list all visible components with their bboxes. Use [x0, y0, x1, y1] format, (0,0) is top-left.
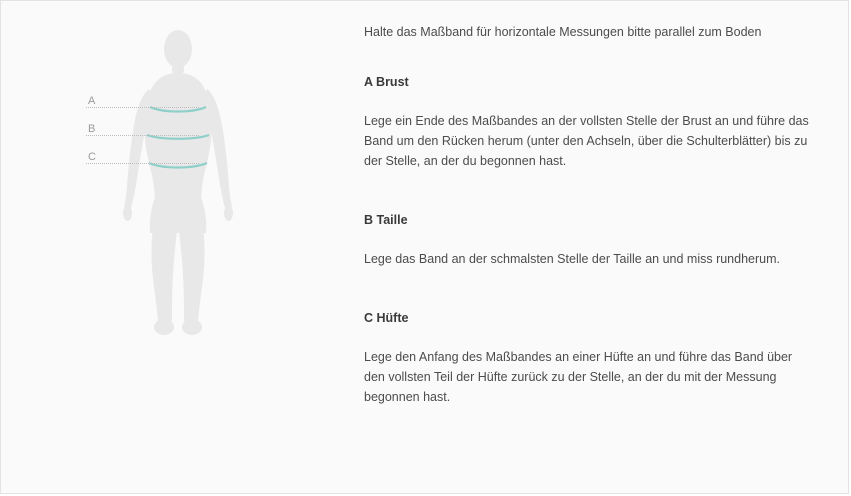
section-hip — [364, 311, 818, 407]
female-body-silhouette-icon — [83, 29, 313, 339]
section-bust — [364, 75, 818, 171]
section-hip-heading: C Hüfte — [364, 311, 409, 325]
measurement-figure — [83, 29, 313, 339]
dotted-guide-c — [86, 163, 199, 164]
section-bust-body: Lege ein Ende des Maßbandes an der vollsten Stelle der Brust an und führe das Band um den Rücken herum (unter den Achseln, über die Schulterblätter) bis zu der Stelle, an der du begonnen hast. — [364, 114, 809, 168]
marker-b-label: B — [88, 123, 96, 135]
section-waist-body: Lege das Band an der schmalsten Stelle der Taille an und miss rundherum. — [364, 252, 780, 266]
dotted-guide-b — [86, 135, 199, 136]
marker-c-label: C — [88, 151, 97, 163]
section-waist-heading: B Taille — [364, 213, 408, 227]
intro-text: Halte das Maßband für horizontale Messungen bitte parallel zum Boden — [364, 25, 762, 39]
measurement-instructions-column — [346, 1, 848, 493]
section-waist — [364, 213, 818, 269]
dotted-guide-a — [86, 107, 199, 108]
measurement-figure-column — [1, 1, 346, 493]
section-hip-body: Lege den Anfang des Maßbandes an einer Hüfte an und führe das Band über den vollsten Teil der Hüfte zurück zu der Stelle, an der du mit der Messung begonnen hast. — [364, 350, 793, 404]
marker-a-label: A — [88, 95, 96, 107]
section-bust-heading: A Brust — [364, 75, 409, 89]
